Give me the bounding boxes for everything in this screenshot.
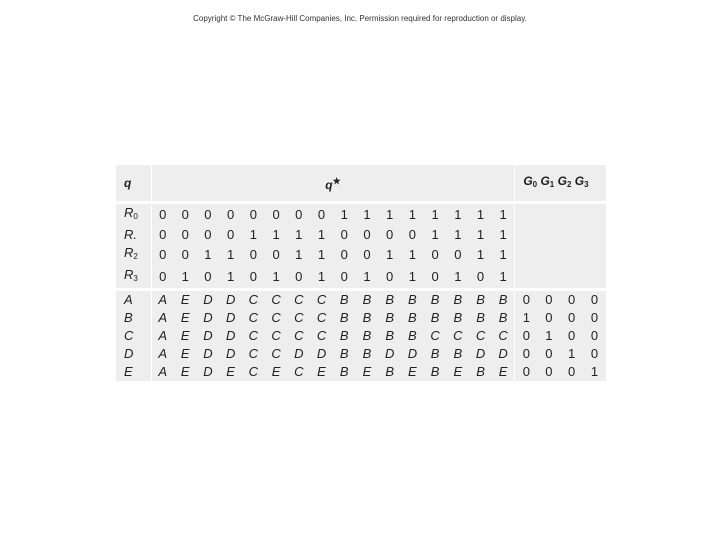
g-columns-header xyxy=(515,165,606,203)
r-cell: 0 xyxy=(174,203,197,227)
r-cell: 1 xyxy=(446,226,469,244)
next-state-cell: B xyxy=(333,363,356,381)
g-output-cell: 0 xyxy=(583,327,606,345)
next-state-cell: A xyxy=(151,309,174,327)
next-state-cell: C xyxy=(242,345,265,363)
q-row-label: A xyxy=(116,290,151,310)
g3-header: $G_3$ xyxy=(574,174,589,189)
g-subscript: 3 xyxy=(584,180,589,189)
next-state-cell: C xyxy=(492,327,515,345)
next-state-cell: B xyxy=(333,309,356,327)
r-cell: 0 xyxy=(424,244,447,266)
next-state-cell: D xyxy=(219,345,242,363)
g-output-cell: 0 xyxy=(538,290,561,310)
star-mark: ★ xyxy=(332,176,341,186)
r-cell: 1 xyxy=(265,266,288,290)
r-cell: 1 xyxy=(424,203,447,227)
r-cell: 1 xyxy=(356,203,379,227)
g-output-cell: 0 xyxy=(560,309,583,327)
next-state-cell: C xyxy=(265,345,288,363)
q-row-label: E xyxy=(116,363,151,381)
next-state-cell: C xyxy=(287,363,310,381)
next-state-cell: C xyxy=(310,327,333,345)
next-state-cell: B xyxy=(356,290,379,310)
r-cell: 0 xyxy=(151,244,174,266)
r-cell: 0 xyxy=(287,266,310,290)
g-output-cell: 1 xyxy=(583,363,606,381)
r-cell: 0 xyxy=(356,244,379,266)
next-state-cell: D xyxy=(219,290,242,310)
next-state-cell: D xyxy=(378,345,401,363)
r-cell: 0 xyxy=(378,226,401,244)
r-cell: 0 xyxy=(265,244,288,266)
next-state-cell: B xyxy=(446,345,469,363)
next-state-cell: E xyxy=(446,363,469,381)
next-state-cell: B xyxy=(401,309,424,327)
r-cell: 1 xyxy=(492,203,515,227)
r-cell: 0 xyxy=(333,266,356,290)
next-state-cell: B xyxy=(356,345,379,363)
r-label-subscript: 2 xyxy=(133,252,138,261)
g-subscript: 0 xyxy=(532,180,538,189)
r-cell: 1 xyxy=(469,203,492,227)
r-row xyxy=(116,244,606,266)
q-row-label: C xyxy=(116,327,151,345)
next-state-cell: D xyxy=(197,327,220,345)
r-cell: 1 xyxy=(492,244,515,266)
r-cell: 1 xyxy=(378,203,401,227)
next-state-cell: C xyxy=(265,327,288,345)
g2-header: $G_2$ xyxy=(557,174,572,189)
g-output-cell: 0 xyxy=(583,309,606,327)
r-row xyxy=(116,266,606,290)
next-state-cell: B xyxy=(378,327,401,345)
q-row xyxy=(116,327,606,345)
r-row xyxy=(116,226,606,244)
next-state-cell: D xyxy=(469,345,492,363)
r-cell: 0 xyxy=(401,226,424,244)
q-row xyxy=(116,345,606,363)
r-cell: 1 xyxy=(197,244,220,266)
q-row xyxy=(116,363,606,381)
next-state-cell: B xyxy=(333,327,356,345)
r-cell: 0 xyxy=(219,203,242,227)
r-cell: 0 xyxy=(219,226,242,244)
next-state-cell: B xyxy=(424,309,447,327)
g-empty-cell xyxy=(515,226,606,244)
next-state-cell: B xyxy=(492,309,515,327)
r-cell: 0 xyxy=(151,266,174,290)
r-cell: 1 xyxy=(219,266,242,290)
g-output-cell: 1 xyxy=(515,309,538,327)
next-state-cell: D xyxy=(197,309,220,327)
next-state-cell: B xyxy=(492,290,515,310)
g-output-cell: 0 xyxy=(538,309,561,327)
next-state-cell: D xyxy=(197,345,220,363)
next-state-cell: B xyxy=(424,290,447,310)
next-state-cell: E xyxy=(174,327,197,345)
next-state-cell: E xyxy=(356,363,379,381)
r-cell: 0 xyxy=(197,266,220,290)
r-cell: 1 xyxy=(310,244,333,266)
r-cell: 0 xyxy=(197,203,220,227)
g-subscript: 2 xyxy=(566,180,572,189)
r-cell: 0 xyxy=(378,266,401,290)
g-output-cell: 0 xyxy=(583,345,606,363)
r-cell: 1 xyxy=(174,266,197,290)
next-state-cell: B xyxy=(333,290,356,310)
g-output-cell: 0 xyxy=(515,363,538,381)
r-label-letter: R. xyxy=(124,227,137,242)
next-state-cell: E xyxy=(401,363,424,381)
r-cell: 1 xyxy=(446,203,469,227)
next-state-cell: E xyxy=(174,309,197,327)
next-state-cell: C xyxy=(287,290,310,310)
r-cell: 0 xyxy=(151,203,174,227)
r-cell: 1 xyxy=(401,203,424,227)
r-cell: 0 xyxy=(174,226,197,244)
g-output-cell: 0 xyxy=(538,345,561,363)
q-star-column-header xyxy=(151,165,515,203)
next-state-cell: C xyxy=(424,327,447,345)
r-cell: 1 xyxy=(287,226,310,244)
g-output-cell: 0 xyxy=(515,290,538,310)
next-state-cell: C xyxy=(287,309,310,327)
q-row xyxy=(116,309,606,327)
next-state-cell: D xyxy=(287,345,310,363)
next-state-cell: B xyxy=(424,363,447,381)
next-state-cell: E xyxy=(174,363,197,381)
r-cell: 0 xyxy=(265,203,288,227)
r-cell: 1 xyxy=(242,226,265,244)
next-state-cell: C xyxy=(242,309,265,327)
g-output-cell: 1 xyxy=(538,327,561,345)
g-output-cell: 0 xyxy=(560,363,583,381)
next-state-cell: E xyxy=(265,363,288,381)
r-cell: 0 xyxy=(287,203,310,227)
next-state-cell: B xyxy=(333,345,356,363)
next-state-cell: D xyxy=(197,290,220,310)
next-state-cell: B xyxy=(378,309,401,327)
header-row xyxy=(116,165,606,203)
r-cell: 1 xyxy=(333,203,356,227)
next-state-cell: A xyxy=(151,363,174,381)
r-cell: 1 xyxy=(265,226,288,244)
q-row-label: D xyxy=(116,345,151,363)
r-cell: 1 xyxy=(469,244,492,266)
r-cell: 1 xyxy=(492,266,515,290)
next-state-cell: C xyxy=(265,290,288,310)
next-state-cell: E xyxy=(219,363,242,381)
r-label-letter: R xyxy=(124,205,134,220)
r-cell: 1 xyxy=(492,226,515,244)
next-state-cell: B xyxy=(401,327,424,345)
r-cell: 0 xyxy=(310,203,333,227)
next-state-cell: D xyxy=(219,327,242,345)
r-cell: 0 xyxy=(333,244,356,266)
next-state-cell: E xyxy=(174,290,197,310)
r-cell: 1 xyxy=(310,226,333,244)
g-output-cell: 0 xyxy=(583,290,606,310)
next-state-cell: A xyxy=(151,327,174,345)
r-cell: 0 xyxy=(446,244,469,266)
next-state-cell: B xyxy=(378,290,401,310)
next-state-cell: B xyxy=(469,363,492,381)
state-table xyxy=(116,165,606,379)
r-row xyxy=(116,203,606,227)
next-state-cell: C xyxy=(242,290,265,310)
q-column-header: q xyxy=(116,165,151,203)
g1-header: $G_1$ xyxy=(540,174,555,189)
g-subscript: 1 xyxy=(549,180,555,189)
r-label-subscript: 0 xyxy=(133,212,138,221)
r-cell: 1 xyxy=(287,244,310,266)
r-cell: 0 xyxy=(197,226,220,244)
next-state-cell: C xyxy=(265,309,288,327)
r-row-label xyxy=(116,266,151,290)
next-state-cell: E xyxy=(174,345,197,363)
next-state-cell: B xyxy=(378,363,401,381)
next-state-cell: D xyxy=(197,363,220,381)
r-cell: 1 xyxy=(401,266,424,290)
next-state-cell: B xyxy=(446,309,469,327)
next-state-cell: C xyxy=(446,327,469,345)
r-cell: 0 xyxy=(242,266,265,290)
r-row-label xyxy=(116,244,151,266)
r-row-label xyxy=(116,203,151,227)
g-empty-cell xyxy=(515,266,606,290)
r-cell: 1 xyxy=(424,226,447,244)
r-label-letter: R xyxy=(124,267,134,282)
next-state-cell: D xyxy=(219,309,242,327)
next-state-cell: B xyxy=(424,345,447,363)
next-state-cell: C xyxy=(310,309,333,327)
next-state-cell: C xyxy=(242,327,265,345)
next-state-cell: D xyxy=(310,345,333,363)
r-cell: 1 xyxy=(469,226,492,244)
q-row xyxy=(116,290,606,310)
next-state-cell: B xyxy=(356,309,379,327)
next-state-cell: E xyxy=(310,363,333,381)
r-cell: 0 xyxy=(151,226,174,244)
g0-header: $G_0$ xyxy=(523,174,538,189)
next-state-cell: E xyxy=(492,363,515,381)
r-label-letter: R xyxy=(124,245,134,260)
q-row-label: B xyxy=(116,309,151,327)
next-state-cell: A xyxy=(151,345,174,363)
next-state-cell: A xyxy=(151,290,174,310)
q-star-label: q xyxy=(325,178,333,192)
g-output-cell: 0 xyxy=(515,327,538,345)
next-state-cell: C xyxy=(469,327,492,345)
r-cell: 1 xyxy=(378,244,401,266)
g-output-cell: 0 xyxy=(515,345,538,363)
r-cell: 0 xyxy=(242,203,265,227)
g-empty-cell xyxy=(515,203,606,227)
next-state-cell: C xyxy=(242,363,265,381)
r-cell: 1 xyxy=(446,266,469,290)
next-state-cell: B xyxy=(469,290,492,310)
r-cell: 0 xyxy=(174,244,197,266)
g-output-cell: 0 xyxy=(538,363,561,381)
r-label-subscript: 3 xyxy=(133,274,138,283)
next-state-cell: B xyxy=(469,309,492,327)
next-state-cell: B xyxy=(446,290,469,310)
r-cell: 0 xyxy=(333,226,356,244)
next-state-cell: B xyxy=(401,290,424,310)
r-cell: 1 xyxy=(310,266,333,290)
r-cell: 1 xyxy=(219,244,242,266)
copyright-notice: Copyright © The McGraw-Hill Companies, Inc. Permission required for reproduction or display. xyxy=(193,14,527,23)
next-state-cell: D xyxy=(401,345,424,363)
next-state-cell: C xyxy=(310,290,333,310)
next-state-cell: B xyxy=(356,327,379,345)
r-row-label xyxy=(116,226,151,244)
next-state-cell: D xyxy=(492,345,515,363)
g-output-cell: 0 xyxy=(560,327,583,345)
g-output-cell: 1 xyxy=(560,345,583,363)
state-transition-table xyxy=(116,165,606,381)
r-cell: 0 xyxy=(356,226,379,244)
r-cell: 1 xyxy=(356,266,379,290)
g-output-cell: 0 xyxy=(560,290,583,310)
r-cell: 1 xyxy=(401,244,424,266)
r-cell: 0 xyxy=(424,266,447,290)
r-cell: 0 xyxy=(469,266,492,290)
r-cell: 0 xyxy=(242,244,265,266)
g-empty-cell xyxy=(515,244,606,266)
next-state-cell: C xyxy=(287,327,310,345)
